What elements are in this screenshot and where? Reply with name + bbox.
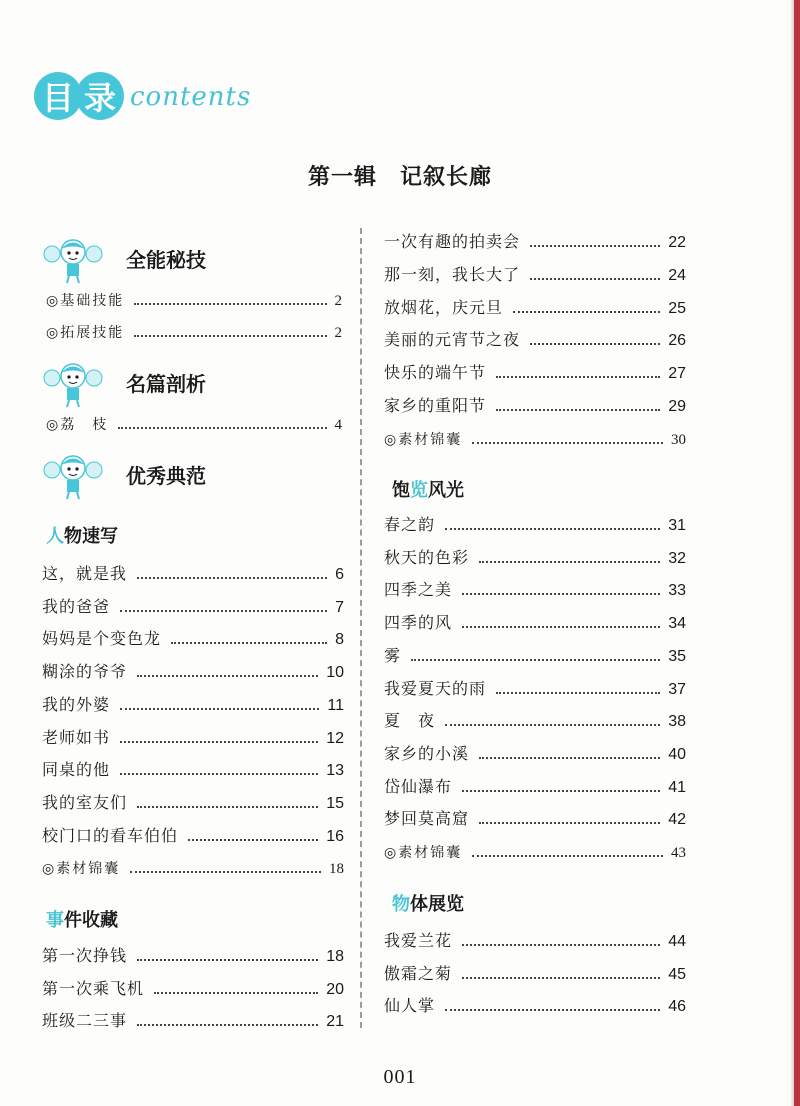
toc-entry[interactable] — [384, 390, 686, 416]
entry-title: 梦回莫高窟 — [384, 809, 470, 829]
subsection-wuti — [392, 890, 464, 916]
dot-leader — [479, 561, 660, 563]
entry-page: 10 — [326, 664, 344, 682]
dot-leader — [513, 311, 660, 313]
toc-entry[interactable] — [384, 226, 686, 252]
entry-page: 42 — [668, 811, 686, 829]
entry-title: 第一次挣钱 — [42, 946, 128, 965]
dot-leader — [154, 992, 318, 994]
entry-page: 35 — [668, 647, 686, 665]
entry-title: ◎素材锦囊 — [384, 431, 463, 448]
entry-page: 2 — [334, 293, 342, 309]
dot-leader — [472, 855, 663, 857]
toc-entry[interactable] — [42, 852, 344, 878]
category-label: 全能秘技 — [126, 248, 206, 272]
dot-leader — [445, 528, 660, 530]
entry-title: 岱仙瀑布 — [384, 776, 453, 796]
entry-title: 仙人掌 — [384, 996, 436, 1015]
entry-title: 家乡的重阳节 — [384, 396, 487, 415]
subsection-rest: 风光 — [428, 480, 464, 501]
entry-page: 12 — [326, 729, 344, 747]
entry-title: 傲霜之菊 — [384, 963, 453, 983]
subsection-pre: 饱 — [392, 480, 410, 501]
toc-entry[interactable] — [42, 787, 344, 813]
entry-page: 27 — [668, 365, 686, 383]
entry-page: 18 — [329, 861, 344, 878]
subsection-rest: 体展览 — [410, 894, 464, 915]
entry-page: 46 — [668, 998, 686, 1015]
entry-title: 班级二三事 — [42, 1011, 128, 1030]
entry-page: 45 — [668, 965, 686, 983]
category-label: 优秀典范 — [126, 464, 206, 488]
toc-entry[interactable] — [42, 722, 344, 748]
entry-page: 32 — [668, 549, 686, 567]
subsection-initial: 物 — [392, 894, 410, 915]
dot-leader — [479, 822, 660, 824]
toc-entry[interactable] — [384, 640, 686, 666]
toc-entry[interactable] — [384, 574, 686, 600]
toc-entry[interactable] — [384, 292, 686, 318]
dot-leader — [496, 409, 660, 411]
entry-title: 妈妈是个变色龙 — [42, 629, 162, 649]
entry-title: ◎基础技能 — [46, 293, 125, 309]
entry-page: 38 — [668, 713, 686, 731]
dot-leader — [120, 773, 318, 775]
dot-leader — [120, 741, 318, 743]
subsection-shijian — [46, 906, 118, 932]
dot-leader — [134, 335, 326, 337]
dot-leader — [496, 376, 660, 378]
toc-entry[interactable] — [384, 542, 686, 568]
dot-leader — [411, 659, 660, 661]
toc-entry[interactable] — [384, 509, 686, 535]
dot-leader — [130, 871, 321, 873]
subsection-initial: 事 — [46, 910, 64, 931]
entry-page: 24 — [668, 266, 686, 284]
entry-title: ◎荔 枝 — [46, 417, 109, 433]
entry-page: 11 — [327, 696, 344, 714]
toc-entry[interactable] — [384, 705, 686, 731]
entry-page: 21 — [326, 1013, 344, 1030]
subsection-highlight: 览 — [410, 480, 428, 501]
dot-leader — [445, 1009, 660, 1011]
toc-entry[interactable] — [384, 357, 686, 383]
toc-entry[interactable] — [42, 591, 344, 617]
entry-title: ◎素材锦囊 — [384, 845, 463, 861]
dot-leader — [462, 790, 660, 792]
dot-leader — [530, 245, 660, 247]
subsection-renwu — [46, 522, 118, 548]
dot-leader — [134, 303, 326, 305]
entry-page: 29 — [668, 398, 686, 415]
toc-entry[interactable] — [384, 607, 686, 633]
section-title: 第一辑 记叙长廊 — [307, 165, 492, 190]
dot-leader — [118, 427, 326, 429]
dot-leader — [188, 839, 318, 841]
dot-leader — [137, 577, 327, 579]
toc-entry[interactable] — [384, 324, 686, 350]
dot-leader — [462, 626, 660, 628]
column-divider — [360, 228, 362, 1028]
entry-page: 33 — [668, 582, 686, 600]
toc-entry[interactable] — [384, 990, 686, 1016]
entry-page: 7 — [335, 598, 344, 616]
toc-entry[interactable] — [42, 973, 344, 999]
dot-leader — [137, 806, 318, 808]
toc-entry[interactable] — [384, 423, 686, 449]
toc-entry[interactable] — [42, 623, 344, 649]
page-number: 001 — [383, 1066, 417, 1088]
entry-title: 雾 — [384, 645, 402, 665]
toc-entry[interactable] — [42, 689, 344, 715]
entry-page: 37 — [668, 680, 686, 698]
entry-title: 一次有趣的拍卖会 — [384, 232, 521, 251]
entry-title: 家乡的小溪 — [384, 743, 470, 763]
entry-page: 40 — [668, 745, 686, 763]
entry-page: 25 — [668, 299, 686, 317]
entry-title: ◎素材锦囊 — [42, 861, 121, 878]
dot-leader — [479, 757, 660, 759]
entry-page: 15 — [326, 794, 344, 812]
dot-leader — [171, 642, 327, 644]
entry-title: 四季之美 — [384, 580, 453, 600]
subsection-rest: 件收藏 — [64, 910, 118, 931]
entry-page: 44 — [668, 933, 686, 950]
subsection-initial: 人 — [46, 526, 64, 547]
toc-entry[interactable] — [42, 558, 344, 584]
entry-page: 13 — [326, 762, 344, 780]
logo-word: contents — [130, 82, 252, 112]
entry-title: 糊涂的爷爷 — [42, 662, 128, 682]
entry-title: 秋天的色彩 — [384, 547, 470, 567]
toc-entry[interactable] — [42, 656, 344, 682]
entry-title: 夏 夜 — [384, 711, 436, 731]
mascot-icon — [42, 448, 106, 500]
toc-entry[interactable] — [384, 958, 686, 984]
entry-title: 快乐的端午节 — [384, 363, 487, 383]
logo-circle-2: 录 — [76, 72, 124, 120]
toc-entry[interactable] — [384, 925, 686, 951]
entry-title: 我爱夏天的雨 — [384, 678, 487, 698]
entry-page: 41 — [668, 778, 686, 796]
toc-entry[interactable] — [384, 673, 686, 699]
toc-entry[interactable] — [46, 408, 342, 434]
subsection-fengguang — [392, 476, 464, 502]
entry-title: 放烟花，庆元旦 — [384, 297, 504, 317]
entry-title: 同桌的他 — [42, 760, 111, 780]
entry-title: 春之韵 — [384, 515, 436, 534]
toc-entry[interactable] — [384, 738, 686, 764]
subsection-rest: 物速写 — [64, 526, 118, 547]
toc-entry[interactable] — [384, 259, 686, 285]
entry-page: 6 — [335, 566, 344, 583]
entry-title: 老师如书 — [42, 727, 111, 747]
entry-title: 美丽的元宵节之夜 — [384, 330, 521, 350]
toc-entry[interactable] — [384, 771, 686, 797]
entry-title: 第一次乘飞机 — [42, 978, 145, 998]
mascot-icon — [42, 356, 106, 408]
toc-entry[interactable] — [42, 1005, 344, 1031]
entry-page: 4 — [334, 417, 342, 433]
dot-leader — [530, 278, 660, 280]
entry-page: 16 — [326, 827, 344, 845]
toc-entry[interactable] — [46, 316, 342, 342]
toc-entry[interactable] — [46, 284, 342, 310]
entry-title: ◎拓展技能 — [46, 325, 125, 341]
logo-circle-1: 目 — [34, 72, 82, 120]
dot-leader — [137, 675, 318, 677]
dot-leader — [137, 1024, 318, 1026]
mascot-icon — [42, 232, 106, 284]
entry-title: 我的室友们 — [42, 792, 128, 812]
entry-title: 我的爸爸 — [42, 596, 111, 616]
entry-title: 我的外婆 — [42, 694, 111, 714]
entry-page: 34 — [668, 615, 686, 633]
dot-leader — [462, 944, 660, 946]
dot-leader — [472, 442, 663, 444]
entry-title: 校门口的看车伯伯 — [42, 825, 179, 845]
entry-page: 30 — [671, 431, 686, 448]
toc-entry[interactable] — [42, 820, 344, 846]
dot-leader — [462, 593, 660, 595]
entry-title: 我爱兰花 — [384, 931, 453, 950]
toc-entry[interactable] — [384, 803, 686, 829]
entry-title: 这，就是我 — [42, 564, 128, 583]
entry-title: 四季的风 — [384, 613, 453, 633]
dot-leader — [120, 708, 319, 710]
entry-page: 2 — [334, 325, 342, 341]
entry-page: 26 — [668, 332, 686, 350]
toc-entry[interactable] — [42, 754, 344, 780]
entry-title: 那一刻，我长大了 — [384, 264, 521, 284]
toc-entry[interactable] — [384, 836, 686, 862]
category-label: 名篇剖析 — [126, 372, 206, 396]
entry-page: 18 — [326, 948, 344, 965]
dot-leader — [530, 343, 660, 345]
dot-leader — [496, 692, 660, 694]
entry-page: 31 — [668, 517, 686, 534]
dot-leader — [120, 610, 327, 612]
toc-entry[interactable] — [42, 940, 344, 966]
dot-leader — [462, 977, 660, 979]
dot-leader — [137, 959, 318, 961]
entry-page: 8 — [335, 631, 344, 649]
entry-page: 20 — [326, 980, 344, 998]
dot-leader — [445, 724, 660, 726]
entry-page: 43 — [671, 845, 686, 861]
entry-page: 22 — [668, 234, 686, 251]
